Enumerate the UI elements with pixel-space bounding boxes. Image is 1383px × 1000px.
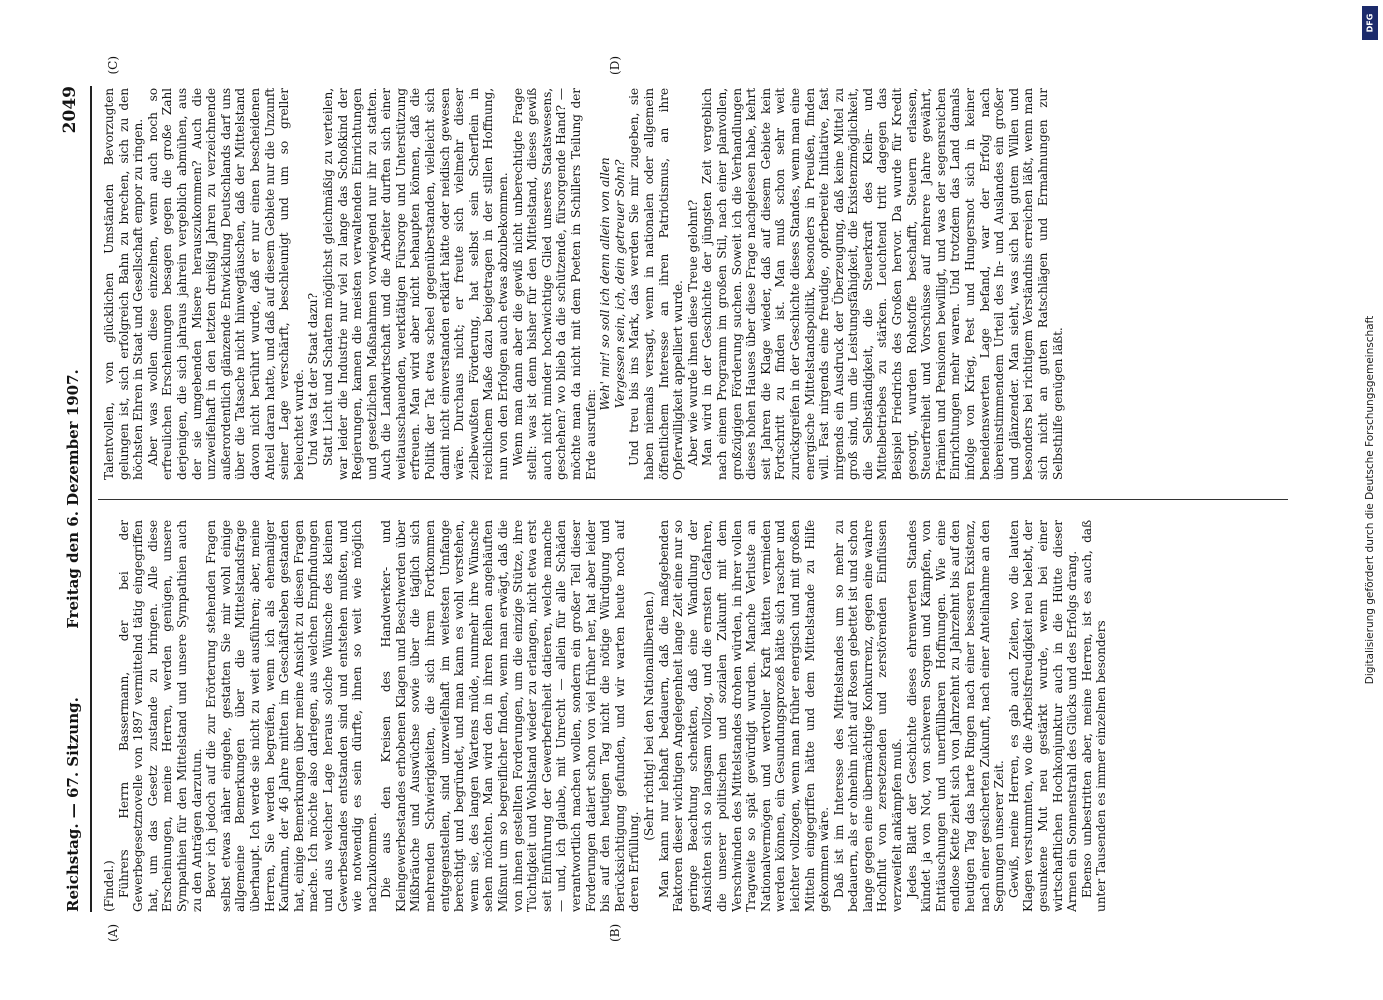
paragraph: Die aus den Kreisen des Handwerker- und Kleingewerbestandes erhobenen Klagen und Beschwerden über Mißbräuche und Auswüchse sowie über die täglich sich mehrenden Schwierigkeiten, die sich ihrem Fortkommen entgegenstellen, sind unzweifelhaft im weitesten Umfange berechtigt und begründet, und man kann es wohl verstehen, wenn sie, des langen Wartens müde, nunmehr ihre Wünsche sehen möchten. Man wird den in ihren Reihen angehäuften Mißmut um so begreiflicher finden, wenn man erwägt, daß die von ihnen gestellten Forderungen, um die einzige Stütze, ihre Tüchtigkeit und Wohlstand wieder zu erlangen, nicht etwa erst seit Einführung der Gewerbefreiheit datieren, welche manche — und, ich glaube, mit Unrecht — allein für alle Schäden verantwortlich machen wollen, sondern ein großer Teil dieser Forderungen datiert schon von viel früher her, hat aber leider bis auf den heutigen Tag nicht die nötige Würdigung und Berücksichtigung gefunden, und wir warten heute noch auf deren Erfüllung. — [379, 520, 642, 912]
paragraph: Statt Licht und Schatten möglichst gleichmäßig zu verteilen, war leider die Industrie nur viel zu lange das Schoßkind der Regierungen, kamen die meisten verwaltenden Einrichtungen und gesetzlichen Maßnahmen vorwiegend nur ihr zu statten. Auch die Landwirtschaft und die Arbeiter durften sich einer weitausschauenden, werktätigen Fürsorge und Unterstützung erfreuen. Man wird aber nicht behaupten können, daß die Politik der Tat etwa scheel gegenüberstanden, vielleicht sich damit nicht einverstanden erklärt hätte oder neidisch gewesen wäre. Durchaus nicht; er freute sich vielmehr dieser zielbewußten Förderung, hat selbst sein Scherflein in reichlichem Maße dazu beigetragen in der stillen Hoffnung, nun von den Erfolgen auch etwas abzubekommen. — [320, 88, 511, 480]
paragraph: Gewiß, meine Herren, es gab auch Zeiten, wo die lauten Klagen verstummten, wo die Arbeitsfreudigkeit neu belebt, der gesunkene Mut neu gestärkt wurde, wenn bei einer wirtschaftlichen Hochkonjunktur auch in die Hütte dieser Armen ein Sonnenstrahl des Glücks und des Erfolgs drang. — [1006, 520, 1080, 912]
header-session: Reichstag. — 67. Sitzung. — [64, 697, 82, 912]
paragraph: Man kann nur lebhaft bedauern, daß die maßgebenden Faktoren dieser wichtigen Angelegenheit lange Zeit eine nur so geringe Beachtung schenkten, daß eine Wandlung der Ansichten sich so langsam vollzog, und die ernsten Gefahren, die unserer politischen und sozialen Zukunft mit dem Verschwinden des Mittelstandes drohen würden, in ihrer vollen Tragweite so spät gewürdigt wurden. Manche Verluste an Nationalvermögen und wertvoller Kraft hätten vermieden werden können, ein Gesundungsprozeß hätte sich rascher und leichter vollzogen, wenn man früher energisch und mit großen Mitteln eingegriffen hätte und dem Mittelstande zu Hilfe gekommen wäre. — [656, 520, 832, 912]
paragraph: Aber wie wurde ihnen diese Treue gelohnt? — [685, 199, 700, 466]
column-separator — [98, 499, 1288, 500]
paragraph: Und treu bis ins Mark, das werden Sie mir zugeben, sie haben niemals versagt, wenn in nationalen oder allgemein öffentlichem Interesse an ihren Patriotismus, an ihre Opferwilligkeit appelliert wurde. — [627, 88, 686, 480]
document-page — [60, 56, 1288, 942]
dfg-logo — [1362, 6, 1378, 40]
paragraph: Jedes Blatt der Geschichte dieses ehrenwerten Standes kündet ja von Not, von schweren Sorgen und Kämpfen, von Enttäuschungen und unerfüllbaren Hoffnungen. Wie eine endlose Kette zieht sich von Jahrzehnt zu Jahrzehnt bis auf den heutigen Tag das harte Ringen nach einer besseren Existenz, nach einer gesicherten Zukunft, nach einer Anteilnahme an den Segnungen unserer Zeit. — [904, 520, 1007, 912]
page-number: 2049 — [60, 86, 80, 134]
margin-mark-c: (C) — [106, 56, 120, 75]
credit-text: Digitalisierung gefördert durch die Deutsche Forschungsgemeinschaft — [1364, 315, 1376, 685]
verse-line: Weh' mir! so soll ich denn allein von allen — [598, 157, 613, 411]
header-date: Freitag den 6. Dezember 1907. — [64, 369, 82, 629]
paragraph: Man wird in der Geschichte der jüngsten Zeit vergeblich nach einem Programm im großen Stil, nach einer planvollen, großzügigen Förderung suchen. Soweit ich die Verhandlungen dieses hohen Hauses über diese Frage nachgelesen habe, kehrt seit Jahren die Klage wieder, daß auf diesem Gebiete kein Fortschritt zu finden ist. Man muß schon sehr weit zurückgreifen in der Geschichte dieses Standes, wenn man eine energische Mittelstandspolitik, besonders in Preußen, finden will. Fast nirgends eine freudige, opferbereite Initiative, fast nirgends ein Ausdruck der Überzeugung, daß keine Mittel zu groß sind, um die Leistungsfähigkeit, die Existenzmöglichkeit, die Selbständigkeit, die Steuerkraft des Klein- und Mittelbetriebes zu stärken. Leuchtend tritt dagegen das Beispiel Friedrichs des Großen hervor. Da wurde für Kredit gesorgt, wurden Rohstoffe beschafft, Steuern erlassen, Steuerfreiheit und Vorschüsse auf mehrere Jahre gewährt, Prämien und Pensionen bewilligt, und was der segensreichen Einrichtungen mehr waren. Und trotzdem das Land damals infolge von Krieg, Pest und Hungersnot sich in keiner beneidenswerten Lage befand, war der Erfolg nach übereinstimmendem Urteil des In- und Auslandes ein großer und glänzender. Man sieht, was sich bei gutem Willen und besonders bei richtigem Verständnis erreichen läßt, wenn man sich nicht an guten Ratschlägen und Ermahnungen zur Selbsthilfe genügen läßt. — [700, 88, 1065, 480]
header-rule — [90, 86, 92, 912]
margin-mark-d: (D) — [608, 56, 622, 75]
paragraph: Bevor ich jedoch auf die zur Erörterung stehenden Fragen selbst etwas näher eingehe, gestatten Sie mir wohl einige allgemeine Bemerkungen über die Mittelstandsfrage überhaupt. Ich werde sie nicht zu weit ausführen; aber, meine Herren, Sie werden begreifen, wenn ich als ehemaliger Kaufmann, der 46 Jahre mitten im Geschäftsleben gestanden hat, einige Bemerkungen über meine Ansicht zu diesen Fragen mache. Ich möchte also darlegen, aus welchen Empfindungen und aus welcher Lage heraus solche Wünsche des kleinen Gewerbestandes entstanden sind und entstehen mußten, und wie notwendig es sein dürfte, ihnen so weit wie möglich nachzukommen. — [204, 520, 379, 912]
verse-line: Vergessen sein, ich, dein getreuer Sohn? — [612, 159, 627, 409]
margin-mark-b: (B) — [608, 923, 622, 942]
paragraph: Und was tat der Staat dazu? — [306, 293, 321, 466]
paragraph: Talentvollen, von glücklichen Umständen Bevorzugten gelungen ist, sich erfolgreich Bahn zu brechen, sich zu den höchsten Ehren in Staat und Gesellschaft empor zu ringen. — [102, 88, 146, 480]
page-header — [60, 86, 86, 912]
speaker-name: (Findel.) — [102, 860, 116, 912]
digitization-credit — [1359, 6, 1381, 994]
right-column — [102, 88, 1288, 480]
paragraph: Wenn man dann aber die gewiß nicht unberechtigte Frage stellt: was ist denn bisher für den Mittelstand, dieses gewiß auch nicht minder hochwichtige Glied unseres Staatswesens, geschehen? wo blieb da die schützende, fürsorgende Hand? — möchte man da nicht mit dem Poeten in Schillers Teilung der Erde ausrufen: — [510, 88, 598, 480]
left-column — [102, 520, 1288, 912]
paragraph: Führers Herrn Bassermann, der bei der Gewerbegesetznovelle von 1897 vermittelnd tätig eingegriffen hat, um das Gesetz zustande zu bringen. Alle diese Erscheinungen, meine Herren, werden genügen, unsere Sympathien für den Mittelstand und unsere Sympathien auch zu den Anträgen darzutun. — [116, 520, 204, 912]
interjection: (Sehr richtig! bei den Nationalliberalen.) — [641, 591, 656, 841]
paragraph: Ebenso unbestritten aber, meine Herren, ist es auch, daß unter Tausenden es immer einzelnen besonders — [1079, 520, 1109, 912]
paragraph: Aber was wollen diese einzelnen, wenn auch noch so erfreulichen Erscheinungen besagen gegen die große Zahl derjenigen, die sich jahraus jahrein vergeblich abmühen, aus der sie umgebenden Misere herauszukommen? Auch die unzweifelhaft in den letzten dreißig Jahren zu verzeichnende außerordentlich glänzende Entwicklung Deutschlands darf uns über die Tatsache nicht hinwegtäuschen, daß der Mittelstand davon nicht berührt wurde, daß er nur einen bescheidenen Anteil daran hatte, und daß auf diesem Gebiete nur die Unzunft seiner Lage verschärft, beschleunigt und um so greller beleuchtet wurde. — [145, 88, 306, 480]
paragraph: Daß ist im Interesse des Mittelstandes um so mehr zu bedauern, als er ohnehin nicht auf Rosen gebettet ist und schon lange gegen eine übermächtige Konkurrenz, gegen eine wahre Hochflut von zersetzenden und zerstörenden Einflüssen verzweifelt ankämpfen muß. — [831, 520, 905, 912]
margin-mark-a: (A) — [106, 923, 120, 942]
dfg-logo-text: DFG — [1365, 13, 1375, 33]
